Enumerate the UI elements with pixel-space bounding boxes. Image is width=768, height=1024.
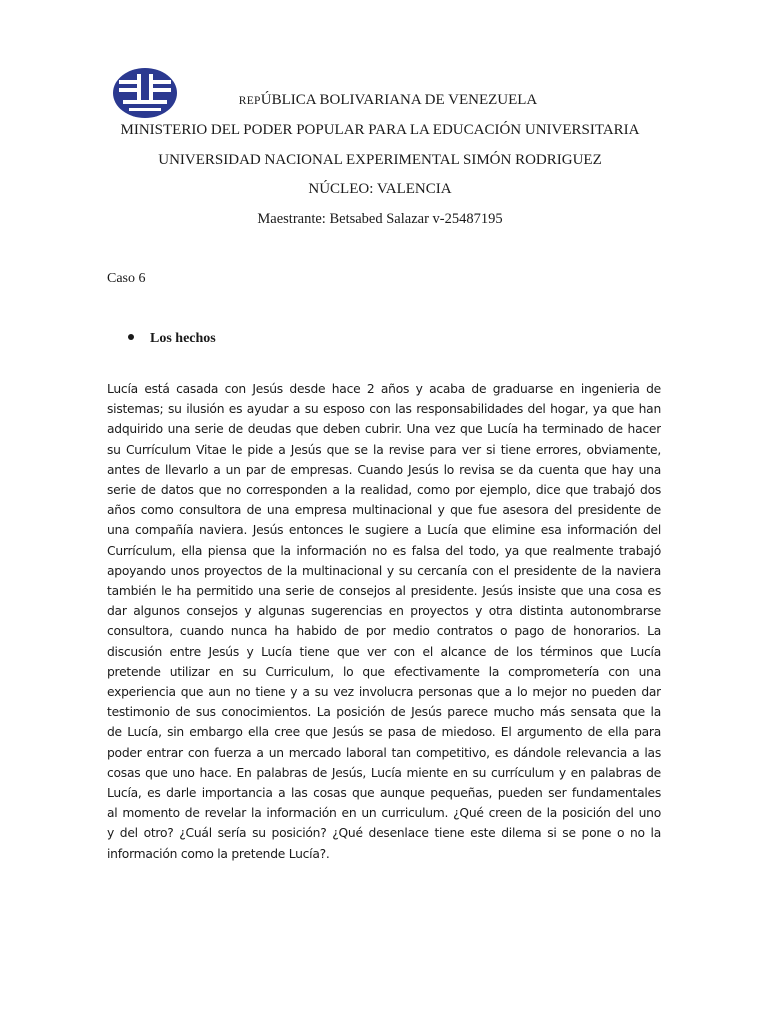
header-universidad: UNIVERSIDAD NACIONAL EXPERIMENTAL SIMÓN RODRIGUEZ	[158, 152, 602, 168]
paragraph-line: también le ha permitido una serie de consejos al presidente. Jesús insiste que una cosa es	[107, 584, 661, 599]
paragraph-line: adquirido una serie de deudas que deben cubrir. Una vez que Lucía ha terminado de hacer	[107, 422, 661, 437]
paragraph-line: Currículum, ella piensa que la información no es falsa del todo, ya que realmente trabajó	[107, 543, 661, 558]
paragraph-line: años como consultora de una empresa multinacional y que fue asesora del presidente de	[107, 503, 661, 518]
paragraph-line: consultora, cuando nunca ha habido de por medio contratos o pago de honorarios. La	[107, 624, 661, 639]
paragraph-line: al momento de revelar la información en un curriculum. ¿Qué creen de la posición del uno	[107, 806, 661, 821]
paragraph-line: y del otro? ¿Cuál sería su posición? ¿Qué desenlace tiene este dilema si se pone o no la	[107, 826, 661, 841]
paragraph-line: serie de datos que no corresponden a la realidad, como por ejemplo, dice que trabajó dos	[107, 483, 661, 498]
paragraph-line: apoyando unos proyectos de la multinacional y su cercanía con el presidente de la naviera	[107, 563, 661, 578]
case-label: Caso 6	[107, 271, 146, 286]
header-ministerio: MINISTERIO DEL PODER POPULAR PARA LA EDUCACIÓN UNIVERSITARIA	[120, 122, 640, 138]
paragraph-line: sistemas; su ilusión es ayudar a su esposo con las responsabilidades del hogar, ya que han	[107, 402, 661, 417]
paragraph-line: información como la pretende Lucía?.	[107, 846, 330, 861]
header-maestrante: Maestrante: Betsabed Salazar v-25487195	[257, 211, 503, 227]
paragraph-line: poder entrar con fuerza a un mercado laboral tan competitivo, es dándole relevancia a las	[107, 745, 661, 760]
paragraph-line: cosas que uno hace. En palabras de Jesús, Lucía miente en su currículum y en palabras de	[107, 765, 661, 780]
header-nucleo: NÚCLEO: VALENCIA	[308, 181, 452, 197]
section-heading-text: Los hechos	[150, 331, 216, 346]
header-republica	[88, 92, 688, 109]
paragraph-line: de Lucía, sin embargo ella cree que Jesús se pasa de miedoso. El argumento de ella para	[107, 725, 661, 740]
paragraph-line: una compañía naviera. Jesús entonces le sugiere a Lucía que elimine esa información del	[107, 523, 661, 538]
paragraph-line: testimonio de sus conocimientos. La posición de Jesús parece mucho más sensata que la	[107, 705, 661, 720]
paragraph-line: discusión entre Jesús y Lucía tiene que ver con el alcance de los términos que Lucía	[107, 644, 661, 659]
paragraph-line: antes de llevarlo a un par de empresas. Cuando Jesús lo revisa se da cuenta que hay una	[107, 462, 661, 477]
paragraph-line: Lucía está casada con Jesús desde hace 2 años y acaba de graduarse en ingenieria de	[107, 382, 661, 396]
header-republica-rest: ÚBLICA BOLIVARIANA DE VENEZUELA	[260, 92, 538, 108]
paragraph-line: experiencia que aun no tiene y a su vez involucra personas que a lo mejor no pueden dar	[107, 685, 661, 700]
paragraph-line: dar algunos consejos y algunas sugerencias en proyectos y otra distinta autonombrarse	[107, 604, 661, 619]
paragraph-line: pretende utilizar en su Curriculum, lo que efectivamente la comprometería con una	[107, 664, 661, 679]
section-heading	[128, 331, 216, 347]
paragraph-line: su Currículum Vitae le pide a Jesús que se la revise para ver si tiene errores, obviamente,	[107, 442, 661, 457]
bullet-icon	[128, 334, 134, 340]
case-body-paragraph	[107, 379, 661, 864]
paragraph-line: Lucía, es darle importancia a las cosas que aunque pequeñas, pueden ser fundamentales	[107, 786, 661, 801]
header-republica-prefix: REP	[238, 95, 261, 107]
